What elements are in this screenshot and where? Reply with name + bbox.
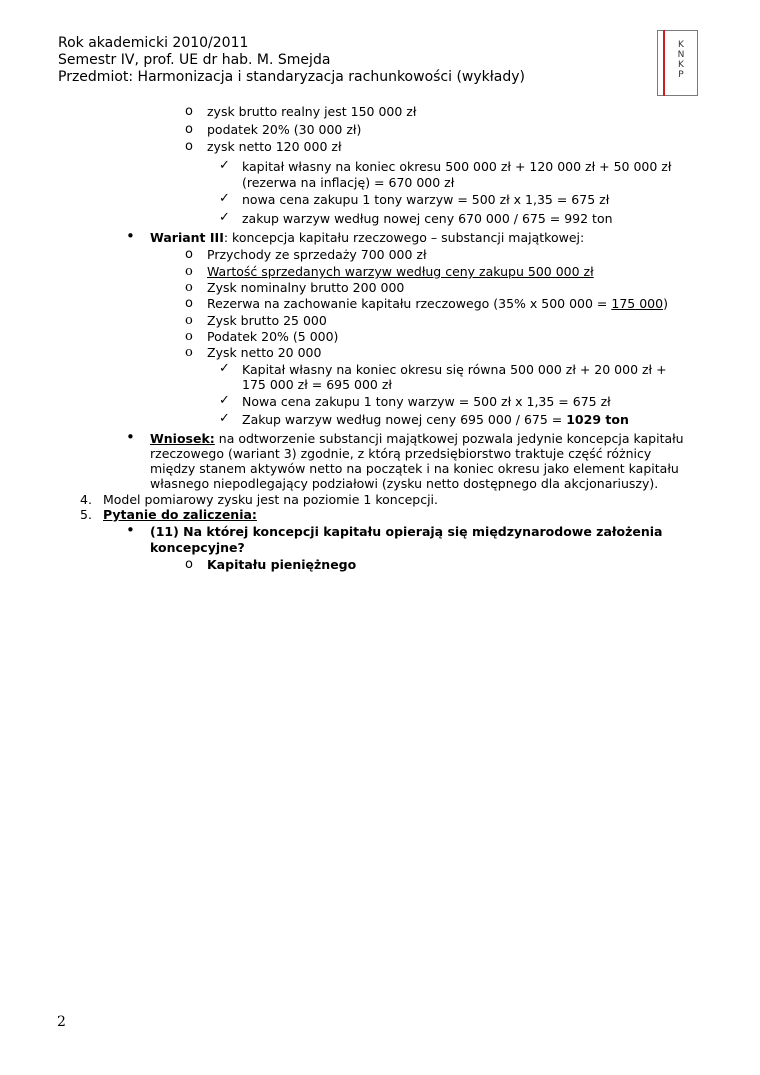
point-4: Model pomiarowy zysku jest na poziomie 1 koncepcji. (103, 492, 438, 507)
purchase-result: 1029 ton (566, 412, 629, 427)
header-semester: Semestr IV, prof. UE dr hab. M. Smejda (58, 52, 331, 68)
conclusion-text: na odtworzenie substancji majątkowej pozwala jedynie koncepcja kapitału (214, 431, 684, 446)
conclusion-line: rzeczowego (wariant 3) zgodnie, z którą przedsiębiorstwo traktuje część różnicy (150, 446, 652, 461)
list-item: Kapitał własny na koniec okresu się równa 500 000 zł + 20 000 zł + (242, 362, 667, 377)
bullet-icon: • (126, 227, 135, 245)
list-item: Zysk netto 20 000 (207, 345, 322, 360)
reserve-value: 175 000 (611, 296, 664, 311)
question-line: (11) Na której koncepcji kapitału opierają się międzynarodowe założenia (150, 524, 663, 539)
list-item: zakup warzyw według nowej ceny 670 000 / 675 = 992 ton (242, 211, 613, 226)
list-item: Przychody ze sprzedaży 700 000 zł (207, 247, 427, 262)
check-icon: ✓ (219, 361, 230, 376)
check-icon: ✓ (219, 393, 230, 408)
list-marker-circle: o (185, 280, 193, 295)
list-item: zysk netto 120 000 zł (207, 139, 342, 154)
list-item: zysk brutto realny jest 150 000 zł (207, 104, 417, 119)
logo-letter: K (678, 40, 684, 50)
list-item-continuation: (rezerwa na inflację) = 670 000 zł (242, 175, 455, 190)
variant3-title-rest: : koncepcja kapitału rzeczowego – substancji majątkowej: (223, 230, 585, 245)
logo-letter: N (677, 50, 685, 60)
question-line: koncepcyjne? (150, 540, 245, 555)
list-marker-circle: o (185, 329, 193, 344)
conclusion-line: między stanem aktywów netto na początek i na koniec okresu jako element kapitału (150, 461, 679, 476)
conclusion-line (150, 431, 684, 446)
list-item: nowa cena zakupu 1 tony warzyw = 500 zł x 1,35 = 675 zł (242, 192, 610, 207)
list-marker-circle: o (185, 345, 193, 360)
logo-letters (673, 40, 689, 80)
check-icon: ✓ (219, 411, 230, 426)
list-marker-circle: o (185, 264, 193, 279)
list-item-continuation: 175 000 zł = 695 000 zł (242, 377, 392, 392)
list-number: 5. (80, 507, 92, 522)
list-item: Nowa cena zakupu 1 tony warzyw = 500 zł x 1,35 = 675 zł (242, 394, 611, 409)
list-item (207, 296, 668, 311)
list-item: podatek 20% (30 000 zł) (207, 122, 362, 137)
list-marker-circle: o (185, 296, 193, 311)
point-5-heading: Pytanie do zaliczenia: (103, 507, 257, 522)
list-item: Zysk brutto 25 000 (207, 313, 327, 328)
purchase-text: Zakup warzyw według nowej ceny 695 000 / 675 = (242, 412, 567, 427)
check-icon: ✓ (219, 158, 230, 173)
list-item: Podatek 20% (5 000) (207, 329, 339, 344)
list-item: Zysk nominalny brutto 200 000 (207, 280, 405, 295)
header-academic-year: Rok akademicki 2010/2011 (58, 35, 249, 51)
list-marker-circle: o (185, 104, 193, 119)
conclusion-label: Wniosek: (150, 431, 215, 446)
check-icon: ✓ (219, 210, 230, 225)
list-number: 4. (80, 492, 92, 507)
list-marker-circle: o (185, 247, 193, 262)
logo-letter: P (678, 70, 684, 80)
list-item: kapitał własny na koniec okresu 500 000 zł + 120 000 zł + 50 000 zł (242, 159, 672, 174)
question-answer: Kapitału pieniężnego (207, 557, 357, 572)
page-number: 2 (57, 1014, 66, 1030)
reserve-close: ) (663, 296, 668, 311)
list-marker-circle: o (185, 139, 193, 154)
list-marker-circle: o (185, 122, 193, 137)
bullet-icon: • (126, 428, 135, 446)
variant3-title: Wariant III (150, 230, 224, 245)
logo-red-bar (663, 30, 665, 96)
list-item: Wartość sprzedanych warzyw według ceny zakupu 500 000 zł (207, 264, 594, 279)
header-subject: Przedmiot: Harmonizacja i standaryzacja rachunkowości (wykłady) (58, 69, 525, 85)
list-marker-circle: o (185, 313, 193, 328)
list-marker-circle: o (185, 557, 193, 572)
reserve-text: Rezerwa na zachowanie kapitału rzeczowego (35% x 500 000 = (207, 296, 612, 311)
logo-letter: K (678, 60, 684, 70)
bullet-icon: • (126, 521, 135, 539)
list-item (242, 412, 629, 427)
variant3-heading (150, 230, 584, 245)
conclusion-line: własnego niepodlegający podziałowi (zysku netto dostępnego dla akcjonariuszy). (150, 476, 659, 491)
check-icon: ✓ (219, 191, 230, 206)
